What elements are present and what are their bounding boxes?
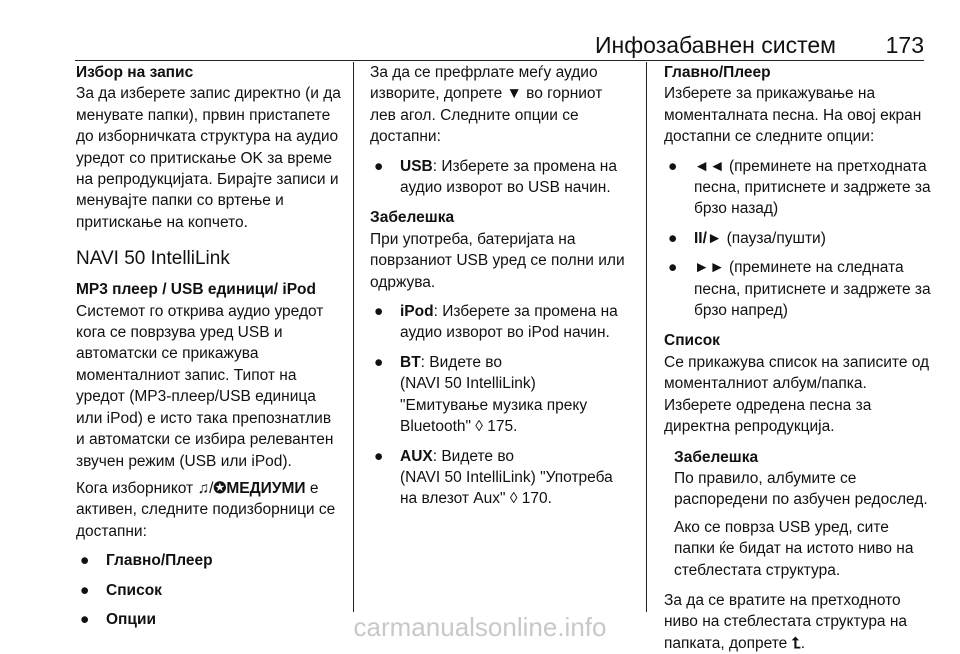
list-item-ipod: ● iPod: Изберете за промена на аудио изворот во iPod начин. xyxy=(374,303,618,342)
paragraph-select-file: За да изберете запис директно (и да менувате папки), првин пристапете до изборничката структура на аудио уредот со притискање OK за време на репродукцијата. Бирајте записи и менувајте папки со вртење и притискање на копчето. xyxy=(76,85,341,231)
column-1 xyxy=(76,62,341,630)
menu-bold-text: МЕДИУМИ xyxy=(226,479,306,497)
bullet-icon: ● xyxy=(668,259,678,277)
menu-post-text: е активен, следните подизборници се достапни: xyxy=(76,479,336,540)
header-title: Инфозабавнен систем xyxy=(595,32,836,58)
bullet-icon: ● xyxy=(668,157,678,175)
source-list xyxy=(370,156,632,199)
list-item-previous: ● ◄◄ (преминете на претходната песна, притиснете и задржете за брзо назад) xyxy=(668,157,931,218)
bullet-icon: ● xyxy=(374,447,384,465)
bullet-icon: ● xyxy=(80,581,90,599)
back-arrow-icon: ⮤ xyxy=(791,634,801,652)
paragraph-menu xyxy=(76,478,341,542)
list-item-bt: ● BT: Видете во (NAVI 50 IntelliLink) "Емитување музика преку Bluetooth" ◊ 175. xyxy=(374,353,588,436)
paragraph-mp3: Системот го открива аудио уредот кога се поврзува уред USB и автоматски се прикажува моменталниот запис. Типот на уредот (MP3-плеер/USB единица или iPod) е исто така препознатлив и автоматски се избира релевантен звучен режим (USB или iPod). xyxy=(76,302,334,470)
bullet-icon: ● xyxy=(668,229,678,247)
list-item-usb: ● USB: Изберете за промена на аудио изворот во USB начин. xyxy=(374,157,617,197)
paragraph-list: Се прикажува список на записите од моменталниот албум/папка. Изберете одредена песна за директна репродукција. xyxy=(664,353,930,436)
menu-pre-text: Кога изборникот ♫/ xyxy=(76,479,214,497)
page-number: 173 xyxy=(885,32,924,58)
bullet-icon: ● xyxy=(80,552,90,570)
bullet-icon: ● xyxy=(374,157,384,175)
bullet-icon: ● xyxy=(80,610,90,628)
list-item: ● Главно/Плеер xyxy=(76,550,341,571)
note-title: Забелешка xyxy=(674,448,759,466)
pause-play-icon: II/► xyxy=(694,229,723,247)
page-header xyxy=(0,0,960,60)
list-item-aux: ● AUX: Видете во (NAVI 50 IntelliLink) "Употреба на влезот Aux" ◊ 170. xyxy=(374,447,613,508)
note-text-1: По правило, албумите се распоредени по азбучен редослед. xyxy=(674,469,928,509)
note-title: Забелешка xyxy=(370,209,455,227)
column-2 xyxy=(370,62,632,510)
heading-main-player: Главно/Плеер xyxy=(664,64,771,81)
fast-forward-icon: ►► xyxy=(694,259,725,277)
heading-mp3: MP3 плеер / USB единици/ iPod xyxy=(76,281,316,299)
note-block xyxy=(664,447,934,581)
list-item-next: ● ►► (преминете на следната песна, притиснете и задржете за брзо напред) xyxy=(668,259,931,320)
note-text: При употреба, батеријата на поврзаниот USB уред се полни или одржува. xyxy=(370,230,625,291)
player-options-list xyxy=(664,156,934,322)
header-rule xyxy=(75,60,924,61)
bullet-icon: ● xyxy=(374,303,384,321)
note-text-2: Ако се поврза USB уред, сите папки ќе бидат на истото ниво на стеблестата структура. xyxy=(674,518,914,579)
media-icon: ✪ xyxy=(213,479,227,497)
paragraph-main-player: Изберете за прикажување на моменталната песна. На овој екран достапни се следните опции: xyxy=(664,85,922,146)
paragraph-back: За да се вратите на претходното ниво на стеблестата структура на папката, допрете ⮤. xyxy=(664,591,908,652)
column-divider-1 xyxy=(353,62,354,612)
paragraph-switch-source: За да се префрлате меѓу аудио изворите, допрете ▼ во горниот лев агол. Следните опции се достапни: xyxy=(370,64,603,146)
list-item-pause: ● II/► (пауза/пушти) xyxy=(664,228,934,249)
watermark: carmanualsonline.info xyxy=(353,612,607,642)
list-item: ● Список xyxy=(76,580,341,601)
rewind-icon: ◄◄ xyxy=(694,157,725,175)
bullet-icon: ● xyxy=(374,353,384,371)
list-item: ● Опции xyxy=(76,609,341,630)
heading-select-file: Избор на запис xyxy=(76,64,194,81)
column-3 xyxy=(664,62,934,654)
section-title: NAVI 50 IntelliLink xyxy=(76,248,230,270)
source-list-2 xyxy=(370,301,632,510)
heading-list: Список xyxy=(664,332,720,350)
column-divider-2 xyxy=(646,62,647,612)
